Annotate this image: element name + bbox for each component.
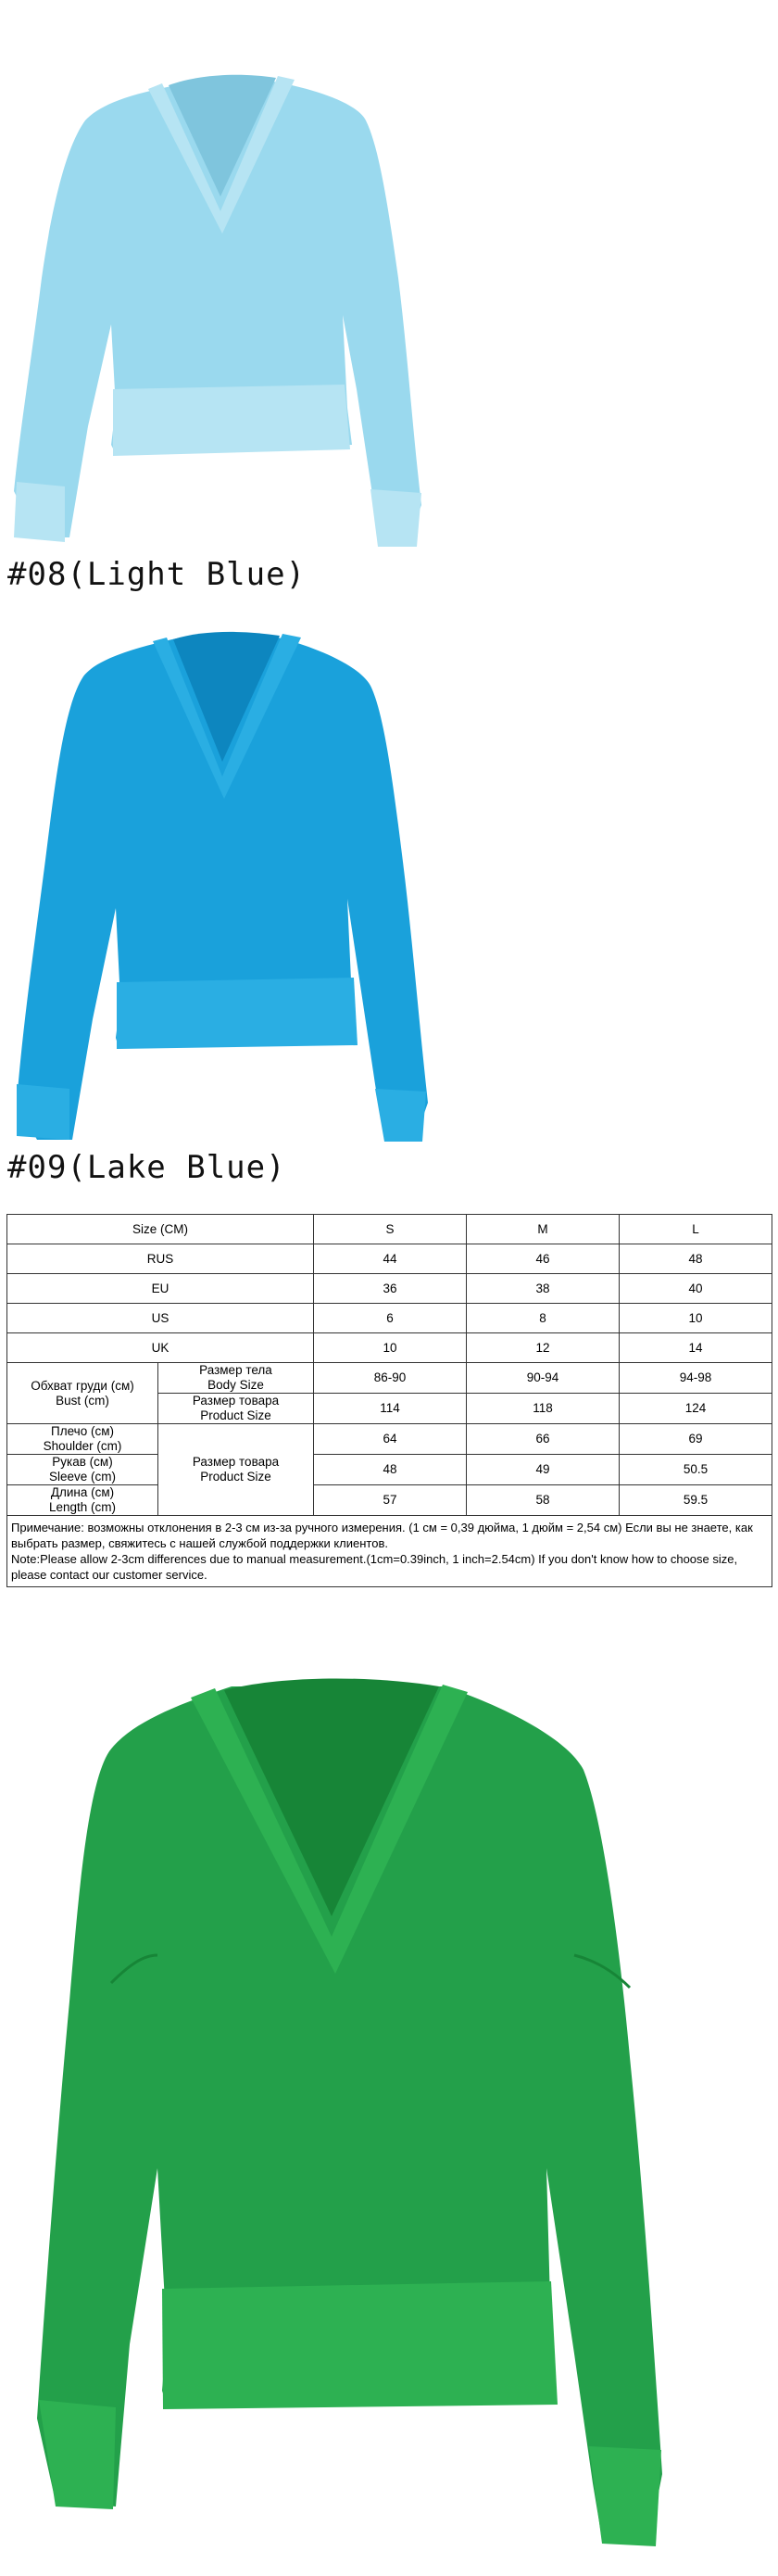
note-russian: Примечание: возможны отклонения в 2-3 см из-за ручного измерения. (1 см = 0,39 дюйма, 1 дюйм = 2,54 см) Если вы не знаете, как выбрать размер, свяжитесь с нашей службой поддержки клиентов.	[11, 1521, 753, 1550]
shoulder-label-en: Shoulder (cm)	[43, 1439, 122, 1453]
row-label-rus: RUS	[7, 1244, 314, 1274]
body-size-ru: Размер тела	[199, 1363, 272, 1377]
bust-label-en: Bust (cm)	[56, 1393, 109, 1408]
table-cell: 48	[620, 1244, 772, 1274]
table-cell: 49	[467, 1455, 620, 1485]
table-cell: 124	[620, 1394, 772, 1424]
table-cell: 90-94	[467, 1363, 620, 1394]
table-cell: 118	[467, 1394, 620, 1424]
sleeve-label-ru: Рукав (см)	[52, 1455, 113, 1469]
table-row	[7, 1244, 772, 1274]
table-cell: 8	[467, 1304, 620, 1333]
table-row	[7, 1274, 772, 1304]
product-size-en: Product Size	[200, 1470, 271, 1484]
row-label-uk: UK	[7, 1333, 314, 1363]
product-caption-light-blue: #08(Light Blue)	[7, 556, 307, 593]
row-label-eu: EU	[7, 1274, 314, 1304]
table-row	[7, 1304, 772, 1333]
product-caption-lake-blue: #09(Lake Blue)	[7, 1149, 286, 1186]
table-cell: 12	[467, 1333, 620, 1363]
table-cell: 66	[467, 1424, 620, 1455]
table-cell: 6	[314, 1304, 467, 1333]
note-english: Note:Please allow 2-3cm differences due to manual measurement.(1cm=0.39inch, 1 inch=2.54cm) If you don't know how to choose size, please contact our customer service.	[11, 1552, 738, 1582]
length-label-en: Length (cm)	[48, 1500, 117, 1514]
header-s: S	[314, 1215, 467, 1244]
bust-product-size-label	[158, 1394, 314, 1424]
table-cell: 58	[467, 1485, 620, 1516]
table-cell: 114	[314, 1394, 467, 1424]
size-note	[7, 1516, 772, 1587]
table-cell: 64	[314, 1424, 467, 1455]
table-cell: 38	[467, 1274, 620, 1304]
body-size-en: Body Size	[207, 1378, 264, 1392]
product-light-blue	[0, 0, 778, 612]
row-label-us: US	[7, 1304, 314, 1333]
table-cell: 40	[620, 1274, 772, 1304]
table-cell: 44	[314, 1244, 467, 1274]
table-row	[7, 1424, 772, 1455]
measures-product-size-label	[158, 1424, 314, 1516]
sweater-photo-lake-blue	[0, 621, 778, 1149]
table-cell: 50.5	[620, 1455, 772, 1485]
header-m: M	[467, 1215, 620, 1244]
table-cell: 57	[314, 1485, 467, 1516]
table-cell: 36	[314, 1274, 467, 1304]
sweater-photo-light-blue	[0, 0, 778, 556]
product-size-ru: Размер товара	[192, 1394, 280, 1408]
header-l: L	[620, 1215, 772, 1244]
table-row	[7, 1485, 772, 1516]
sleeve-label	[7, 1455, 158, 1485]
product-lake-blue	[0, 621, 778, 1205]
product-size-en: Product Size	[200, 1408, 271, 1422]
length-label	[7, 1485, 158, 1516]
sleeve-label-en: Sleeve (cm)	[48, 1470, 116, 1484]
table-row	[7, 1333, 772, 1363]
sweater-photo-green	[0, 1649, 778, 2576]
header-size: Size (CM)	[7, 1215, 314, 1244]
table-row	[7, 1363, 772, 1394]
bust-label	[7, 1363, 158, 1424]
table-cell: 69	[620, 1424, 772, 1455]
table-cell: 86-90	[314, 1363, 467, 1394]
table-cell: 10	[620, 1304, 772, 1333]
table-row	[7, 1455, 772, 1485]
table-cell: 94-98	[620, 1363, 772, 1394]
table-cell: 10	[314, 1333, 467, 1363]
product-size-ru: Размер товара	[192, 1455, 280, 1469]
bust-body-size-label	[158, 1363, 314, 1394]
note-row	[7, 1516, 772, 1587]
shoulder-label	[7, 1424, 158, 1455]
table-cell: 48	[314, 1455, 467, 1485]
shoulder-label-ru: Плечо (см)	[51, 1424, 114, 1438]
table-header-row	[7, 1215, 772, 1244]
table-cell: 46	[467, 1244, 620, 1274]
product-green	[0, 1649, 778, 2576]
size-table	[6, 1214, 772, 1587]
length-label-ru: Длина (см)	[50, 1485, 115, 1499]
table-cell: 14	[620, 1333, 772, 1363]
bust-label-ru: Обхват груди (см)	[31, 1378, 134, 1393]
table-cell: 59.5	[620, 1485, 772, 1516]
